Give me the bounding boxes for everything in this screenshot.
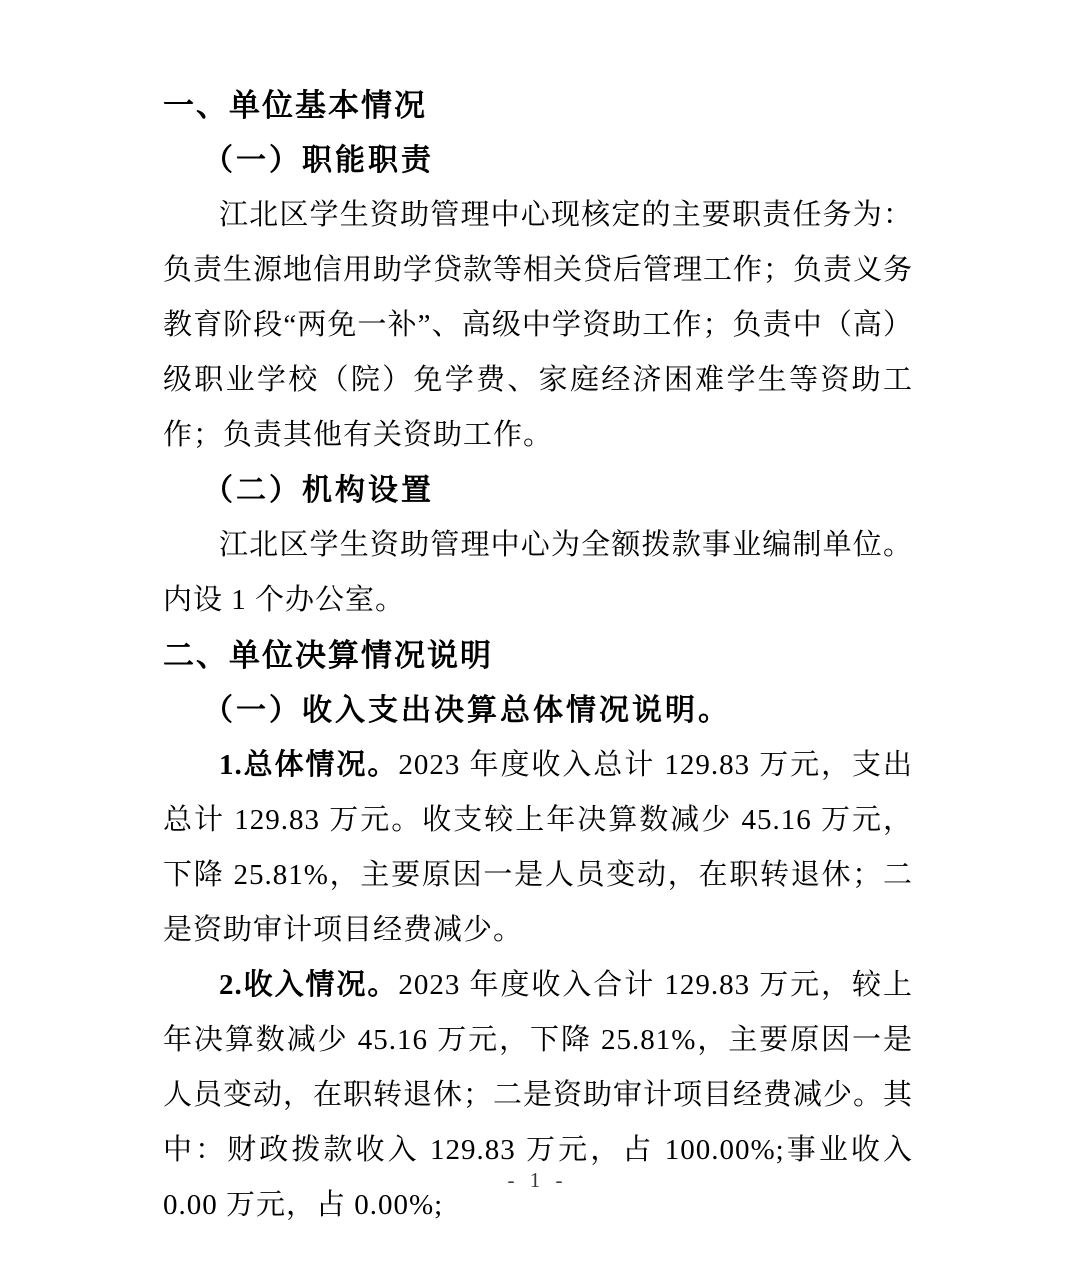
document-page [163,78,913,1233]
subheading-organization-setup: （二）机构设置 [203,474,434,507]
paragraph-overall-situation-lead: 1.总体情况。 [219,749,399,781]
paragraph-income-situation-lead: 2.收入情况。 [219,969,399,1001]
paragraph-overall-situation [163,738,913,958]
paragraph-overall-situation-text: 2023 年度收入总计 129.83 万元，支出总计 129.83 万元。收支较上年决算数减少 45.16 万元，下降 25.81%，主要原因一是人员变动，在职转退休；二是资助审计项目经费减少。 [163,749,913,946]
heading-unit-basic-info: 一、单位基本情况 [163,88,427,123]
paragraph-organization-setup: 江北区学生资助管理中心为全额拨款事业编制单位。内设 1 个办公室。 [163,529,913,616]
paragraph-income-situation-text: 2023 年度收入合计 129.83 万元，较上年决算数减少 45.16 万元，下降 25.81%，主要原因一是人员变动，在职转退休；二是资助审计项目经费减少。其中：财政拨款收入 129.83 万元，占 100.00%;事业收入 0.00 万元，占 0.00%; [163,969,914,1221]
subheading-functions-duties: （一）职能职责 [203,144,434,177]
paragraph-functions-duties: 江北区学生资助管理中心现核定的主要职责任务为：负责生源地信用助学贷款等相关贷后管理工作；负责义务教育阶段“两免一补”、高级中学资助工作；负责中（高）级职业学校（院）免学费、家庭经济困难学生等资助工作；负责其他有关资助工作。 [163,199,914,451]
heading-final-accounts-explanation: 二、单位决算情况说明 [163,638,493,673]
page-number: - 1 - [507,1168,568,1192]
subheading-income-expenditure-overview: （一）收入支出决算总体情况说明。 [203,694,731,727]
